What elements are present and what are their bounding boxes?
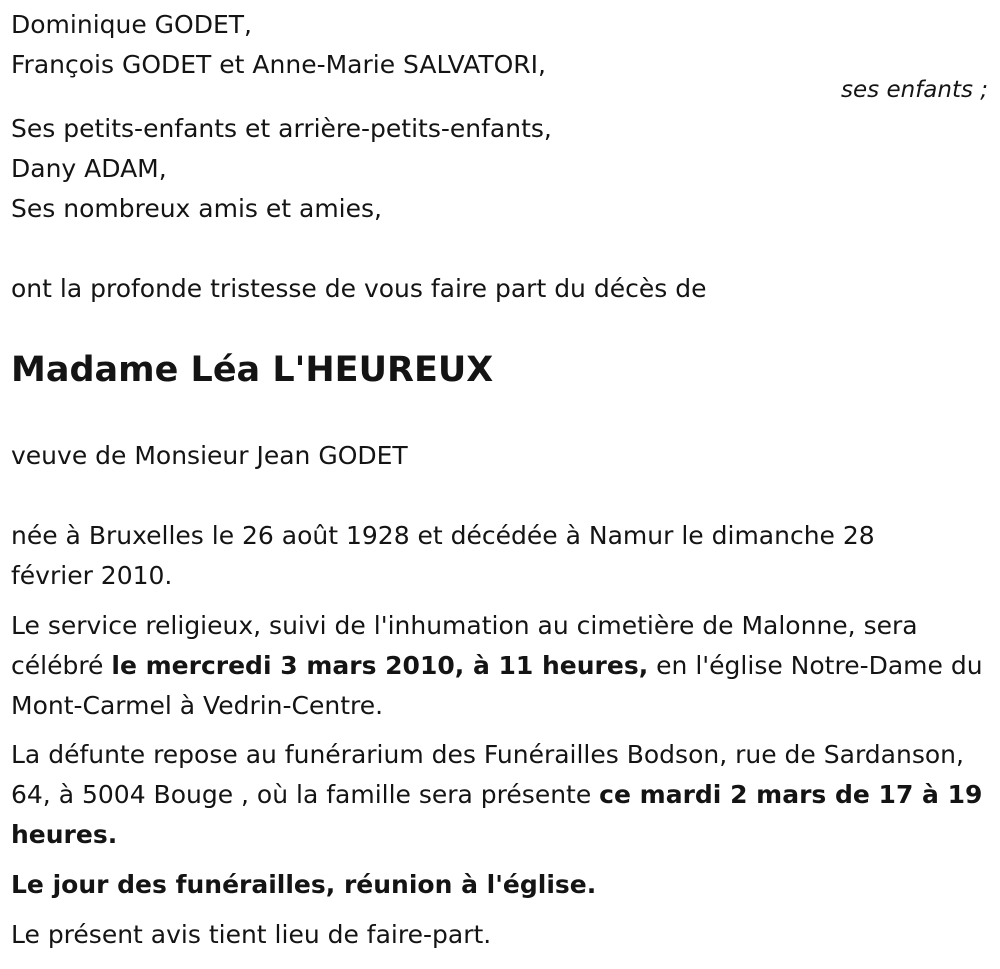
birth-death-line-2: février 2010. bbox=[11, 561, 173, 590]
service-paragraph bbox=[11, 606, 986, 726]
service-date: le mercredi 3 mars 2010, à 11 heures, bbox=[111, 651, 649, 680]
funerarium-text-before: La défunte repose au funérarium des Funérailles Bodson, rue de Sardanson, 64, à 5004 Bouge , où la famille sera présente bbox=[11, 740, 964, 809]
friends-line: Ses nombreux amis et amies, bbox=[11, 194, 382, 223]
children-note: ses enfants ; bbox=[841, 77, 988, 103]
dany-line: Dany ADAM, bbox=[11, 154, 167, 183]
announcement-line: ont la profonde tristesse de vous faire part du décès de bbox=[11, 274, 707, 303]
children-line-2: François GODET et Anne-Marie SALVATORI, bbox=[11, 50, 546, 79]
deceased-name: Madame Léa L'HEUREUX bbox=[11, 350, 494, 390]
service-text-after: en l'église Notre-Dame du Mont-Carmel à Vedrin-Centre. bbox=[11, 651, 983, 720]
birth-death-line-1: née à Bruxelles le 26 août 1928 et décédée à Namur le dimanche 28 bbox=[11, 521, 875, 550]
grandchildren-line: Ses petits-enfants et arrière-petits-enfants, bbox=[11, 114, 552, 143]
service-text-before: Le service religieux, suivi de l'inhumation au cimetière de Malonne, sera célébré bbox=[11, 611, 918, 680]
widow-of-line: veuve de Monsieur Jean GODET bbox=[11, 441, 408, 470]
children-line-1: Dominique GODET, bbox=[11, 10, 252, 39]
notice-line: Le présent avis tient lieu de faire-part. bbox=[11, 920, 492, 949]
funerarium-visit: ce mardi 2 mars de 17 à 19 heures. bbox=[11, 780, 983, 849]
gathering-line: Le jour des funérailles, réunion à l'église. bbox=[11, 870, 597, 899]
funerarium-paragraph bbox=[11, 735, 986, 855]
